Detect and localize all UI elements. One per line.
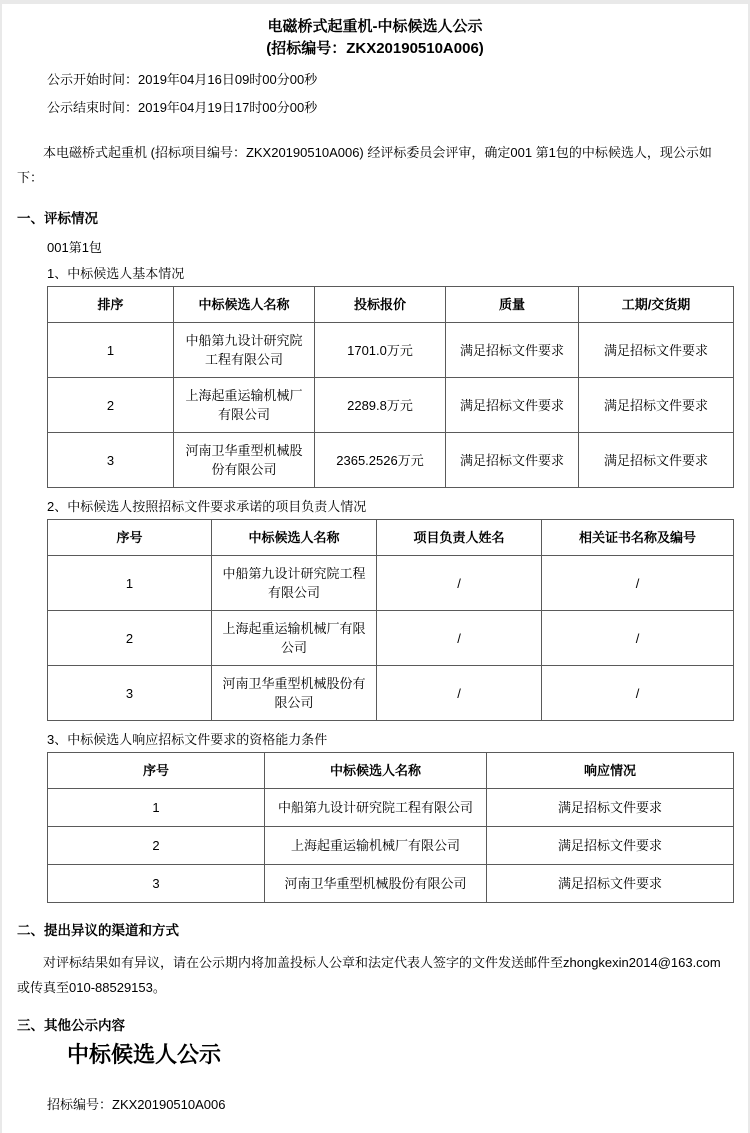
table-cell: 2289.8万元 (315, 378, 446, 433)
table-row (48, 865, 734, 903)
table-cell: 3 (48, 865, 265, 903)
table-cell: / (542, 611, 734, 666)
table-cell: 河南卫华重型机械股份有限公司 (174, 433, 315, 488)
column-header: 中标候选人名称 (212, 520, 377, 556)
table-row (48, 433, 734, 488)
table-3-caption: 3、中标候选人响应招标文件要求的资格能力条件 (47, 732, 328, 747)
qualification-table (47, 752, 734, 903)
publicity-end-time: 公示结束时间：2019年04月19日17时00分00秒 (47, 100, 318, 115)
table-cell: 上海起重运输机械厂有限公司 (265, 827, 487, 865)
table-cell: / (377, 611, 542, 666)
table-row (48, 323, 734, 378)
package-label: 001第1包 (47, 240, 102, 255)
table-cell: 满足招标文件要求 (446, 378, 579, 433)
table-cell: 上海起重运输机械厂有限公司 (212, 611, 377, 666)
section-1-heading: 一、评标情况 (17, 211, 98, 226)
section-2-heading: 二、提出异议的渠道和方式 (17, 923, 179, 938)
column-header: 项目负责人姓名 (377, 520, 542, 556)
document-content (2, 4, 748, 1133)
intro-paragraph: 本电磁桥式起重机 (招标项目编号：ZKX20190510A006) 经评标委员会评审，确定001 第1包的中标候选人，现公示如下： (17, 145, 712, 185)
table-row (48, 378, 734, 433)
column-header: 工期/交货期 (579, 287, 734, 323)
table-cell: / (542, 666, 734, 721)
table-cell: 1701.0万元 (315, 323, 446, 378)
table-cell: 中船第九设计研究院工程有限公司 (265, 789, 487, 827)
table-1-caption: 1、中标候选人基本情况 (47, 266, 185, 281)
table-cell: 中船第九设计研究院工程有限公司 (174, 323, 315, 378)
table-cell: 满足招标文件要求 (579, 378, 734, 433)
table-cell: 满足招标文件要求 (487, 789, 734, 827)
table-cell: 中船第九设计研究院工程有限公司 (212, 556, 377, 611)
table-cell: 满足招标文件要求 (579, 433, 734, 488)
table-row (48, 556, 734, 611)
table-cell: 2 (48, 378, 174, 433)
table-header-row (48, 520, 734, 556)
table-row (48, 611, 734, 666)
table-cell: 1 (48, 323, 174, 378)
table-cell: 满足招标文件要求 (487, 827, 734, 865)
table-row (48, 827, 734, 865)
bid-candidates-table (47, 286, 734, 488)
table-row (48, 666, 734, 721)
column-header: 投标报价 (315, 287, 446, 323)
notice-title: 中标候选人公示 (67, 1042, 222, 1067)
page-title: 电磁桥式起重机-中标候选人公示 (267, 18, 483, 35)
table-cell: 2 (48, 611, 212, 666)
bid-number: 招标编号：ZKX20190510A006 (47, 1097, 226, 1112)
column-header: 响应情况 (487, 753, 734, 789)
column-header: 相关证书名称及编号 (542, 520, 734, 556)
publicity-start-time: 公示开始时间：2019年04月16日09时00分00秒 (47, 72, 318, 87)
table-cell: 2365.2526万元 (315, 433, 446, 488)
project-manager-table (47, 519, 734, 721)
column-header: 质量 (446, 287, 579, 323)
table-cell: 河南卫华重型机械股份有限公司 (212, 666, 377, 721)
table-cell: 1 (48, 556, 212, 611)
column-header: 序号 (48, 520, 212, 556)
table-cell: / (377, 666, 542, 721)
table-cell: 河南卫华重型机械股份有限公司 (265, 865, 487, 903)
table-row (48, 789, 734, 827)
table-cell: 满足招标文件要求 (487, 865, 734, 903)
column-header: 中标候选人名称 (174, 287, 315, 323)
table-cell: 3 (48, 666, 212, 721)
table-cell: 满足招标文件要求 (446, 433, 579, 488)
objection-paragraph: 对评标结果如有异议，请在公示期内将加盖投标人公章和法定代表人签字的文件发送邮件至zhongkexin2014@163.com或传真至010-88529153。 (17, 955, 721, 995)
table-cell: / (377, 556, 542, 611)
table-header-row (48, 753, 734, 789)
document-page (2, 4, 748, 1133)
table-cell: 1 (48, 789, 265, 827)
table-header-row (48, 287, 734, 323)
table-cell: 满足招标文件要求 (579, 323, 734, 378)
table-cell: 上海起重运输机械厂有限公司 (174, 378, 315, 433)
column-header: 中标候选人名称 (265, 753, 487, 789)
table-cell: / (542, 556, 734, 611)
column-header: 排序 (48, 287, 174, 323)
table-cell: 3 (48, 433, 174, 488)
table-cell: 2 (48, 827, 265, 865)
column-header: 序号 (48, 753, 265, 789)
table-cell: 满足招标文件要求 (446, 323, 579, 378)
tender-number-subtitle: (招标编号：ZKX20190510A006) (266, 40, 484, 57)
section-3-heading: 三、其他公示内容 (17, 1018, 125, 1033)
table-2-caption: 2、中标候选人按照招标文件要求承诺的项目负责人情况 (47, 499, 367, 514)
